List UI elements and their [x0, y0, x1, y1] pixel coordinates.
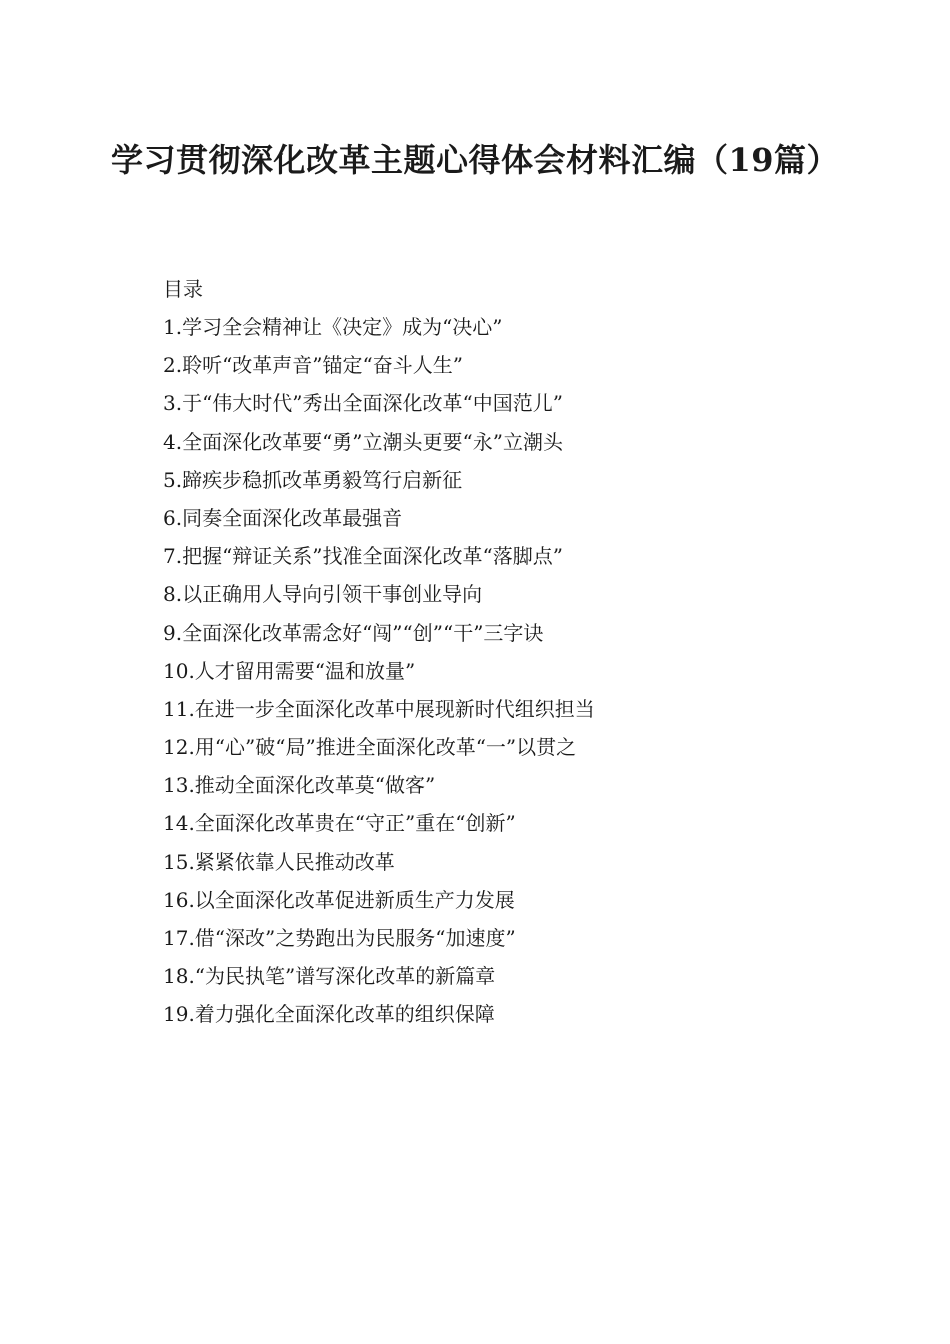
- toc-item: 3.于“伟大时代”秀出全面深化改革“中国范儿”: [163, 391, 563, 416]
- toc-item: 17.借“深改”之势跑出为民服务“加速度”: [163, 926, 516, 950]
- toc-heading: 目录: [163, 277, 203, 301]
- toc-item: 18.“为民执笔”谱写深化改革的新篇章: [163, 964, 496, 989]
- toc-item: 8.以正确用人导向引领干事创业导向: [163, 582, 483, 607]
- toc-item: 11.在进一步全面深化改革中展现新时代组织担当: [163, 696, 595, 721]
- document-title: 学习贯彻深化改革主题心得体会材料汇编（19篇）: [110, 141, 840, 179]
- toc-item: 6.同奏全面深化改革最强音: [163, 505, 403, 530]
- toc-item: 14.全面深化改革贵在“守正”重在“创新”: [163, 811, 516, 836]
- toc-item: 9.全面深化改革需念好“闯”“创”“干”三字诀: [163, 620, 544, 645]
- toc-list: [163, 308, 863, 1034]
- toc-item: 15.紧紧依靠人民推动改革: [163, 849, 395, 874]
- toc-item: 16.以全面深化改革促进新质生产力发展: [163, 887, 515, 912]
- toc-item: 5.蹄疾步稳抓改革勇毅笃行启新征: [163, 467, 463, 492]
- table-of-contents: [163, 270, 863, 1034]
- toc-item: 19.着力强化全面深化改革的组织保障: [163, 1002, 495, 1027]
- toc-item: 12.用“心”破“局”推进全面深化改革“一”以贯之: [163, 735, 577, 760]
- toc-item: 13.推动全面深化改革莫“做客”: [163, 773, 436, 798]
- toc-item: 2.聆听“改革声音”锚定“奋斗人生”: [163, 353, 463, 378]
- toc-item: 4.全面深化改革要“勇”立潮头更要“永”立潮头: [163, 429, 563, 454]
- toc-item: 7.把握“辩证关系”找准全面深化改革“落脚点”: [163, 544, 563, 569]
- toc-item: 10.人才留用需要“温和放量”: [163, 658, 416, 683]
- toc-item: 1.学习全会精神让《决定》成为“决心”: [163, 315, 503, 339]
